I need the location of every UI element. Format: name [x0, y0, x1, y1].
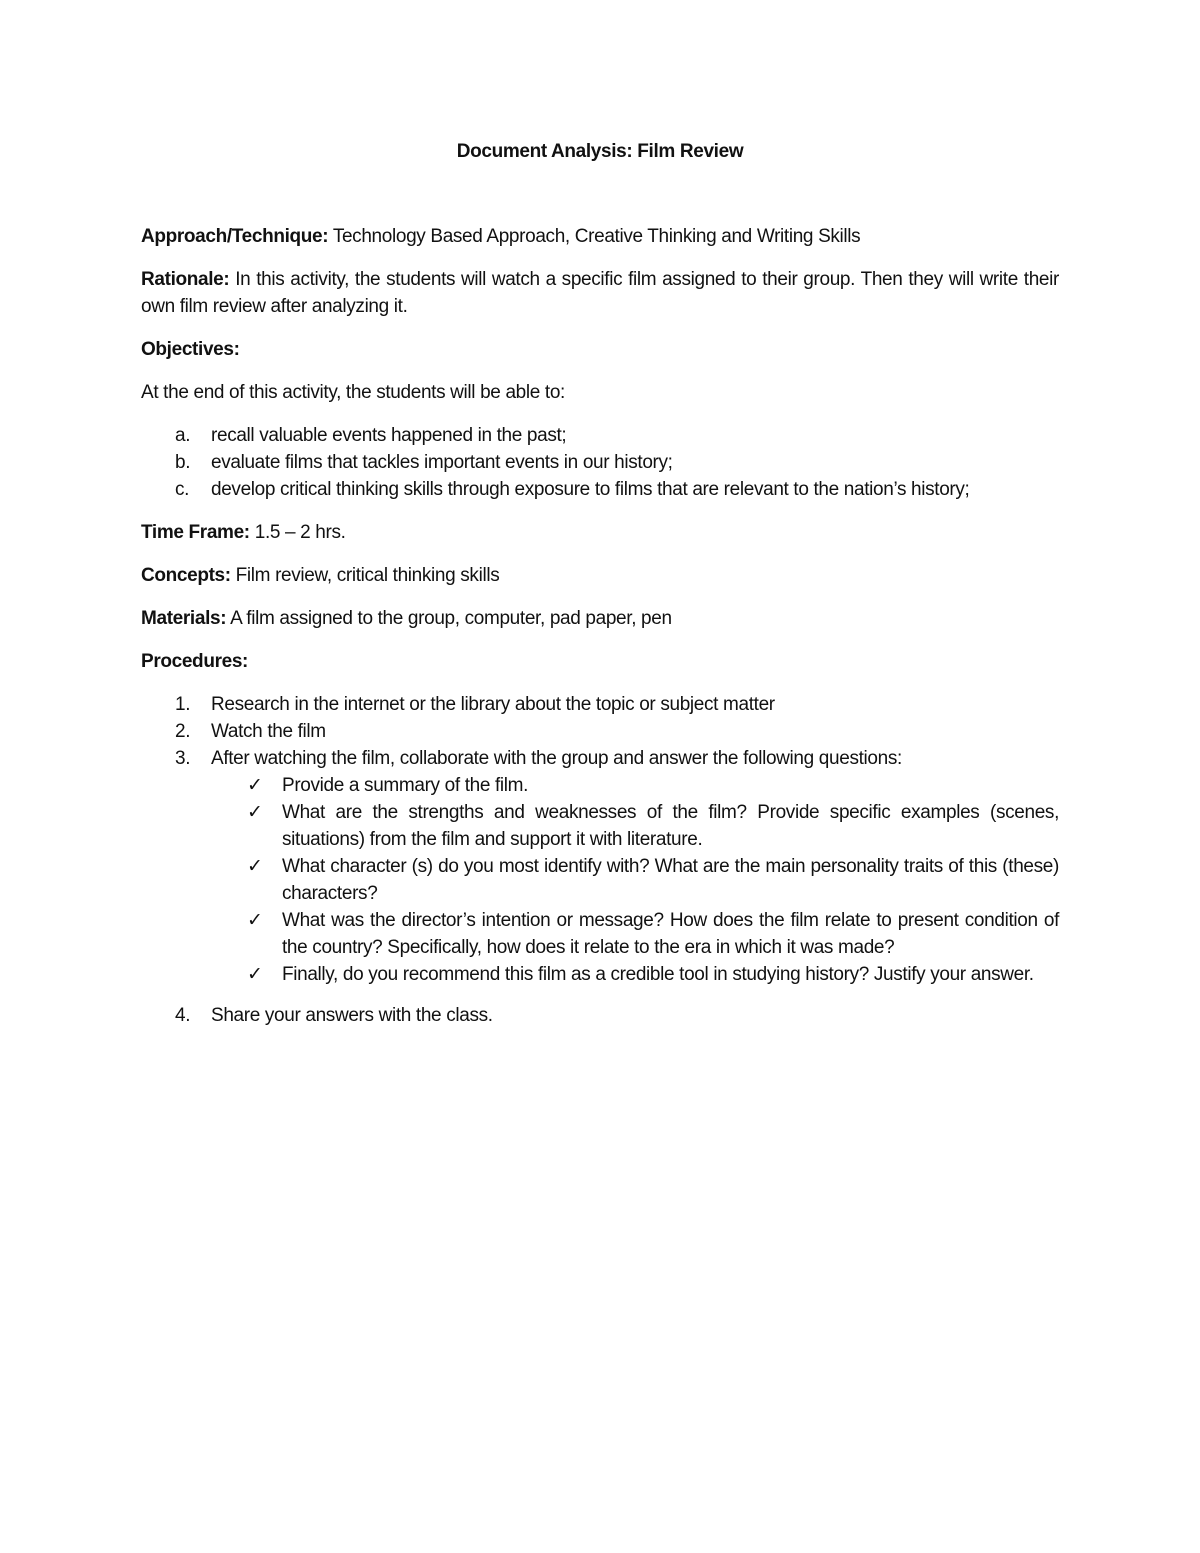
rationale-text: In this activity, the students will watch a specific film assigned to their group. Then they will write their own film review after analyzing it.: [141, 269, 1059, 317]
materials-section: [141, 605, 1059, 632]
time-frame-label: Time Frame:: [141, 522, 250, 543]
question-item: [211, 772, 1059, 799]
list-item-text: Share your answers with the class.: [211, 1005, 493, 1026]
check-mark-icon: ✓: [247, 910, 263, 931]
document-title: Document Analysis: Film Review: [456, 141, 744, 162]
approach-section: [141, 223, 1059, 250]
materials-text: A film assigned to the group, computer, pad paper, pen: [226, 608, 672, 629]
list-item-text: After watching the film, collaborate with the group and answer the following questions:: [211, 748, 902, 769]
list-marker: 3.: [175, 748, 191, 769]
document-page: [141, 138, 1059, 1045]
concepts-label: Concepts:: [141, 565, 231, 586]
list-item: [141, 1002, 1059, 1029]
list-marker: b.: [175, 452, 191, 473]
concepts-text: Film review, critical thinking skills: [230, 565, 500, 586]
approach-text: Technology Based Approach, Creative Thinking and Writing Skills: [328, 226, 861, 247]
list-item: [141, 422, 1059, 449]
procedures-heading: Procedures:: [141, 651, 249, 672]
list-item-text: recall valuable events happened in the past;: [211, 425, 567, 446]
list-item: [141, 449, 1059, 476]
approach-label: Approach/Technique:: [141, 226, 329, 247]
question-text: Finally, do you recommend this film as a credible tool in studying history? Justify your answer.: [282, 964, 1034, 985]
check-mark-icon: ✓: [247, 964, 263, 985]
question-item: [211, 907, 1059, 961]
list-marker: 1.: [175, 694, 191, 715]
questions-list: [211, 772, 1059, 988]
list-item-text: evaluate films that tackles important events in our history;: [211, 452, 673, 473]
list-item: [141, 745, 1059, 988]
question-item: [211, 799, 1059, 853]
check-mark-icon: ✓: [247, 802, 263, 823]
list-item: [141, 718, 1059, 745]
list-marker: c.: [175, 479, 190, 500]
objectives-list: [141, 422, 1059, 503]
list-marker: a.: [175, 425, 191, 446]
question-text: Provide a summary of the film.: [282, 775, 529, 796]
objectives-heading: Objectives:: [141, 339, 240, 360]
objectives-intro: At the end of this activity, the students will be able to:: [141, 382, 565, 403]
list-item: [141, 476, 1059, 503]
question-text: What was the director’s intention or message? How does the film relate to present condition of the country? Specifically, how does it relate to the era in which it was made?: [282, 910, 1059, 958]
time-frame-section: [141, 519, 1059, 546]
question-item: [211, 961, 1059, 988]
question-item: [211, 853, 1059, 907]
list-marker: 4.: [175, 1005, 191, 1026]
list-item-text: Watch the film: [211, 721, 326, 742]
concepts-section: [141, 562, 1059, 589]
check-mark-icon: ✓: [247, 775, 263, 796]
materials-label: Materials:: [141, 608, 227, 629]
rationale-section: [141, 266, 1059, 320]
check-mark-icon: ✓: [247, 856, 263, 877]
question-text: What are the strengths and weaknesses of the film? Provide specific examples (scenes, situations) from the film and support it with literature.: [282, 802, 1059, 850]
list-item-text: develop critical thinking skills through exposure to films that are relevant to the nation’s history;: [211, 479, 970, 500]
list-item: [141, 691, 1059, 718]
list-marker: 2.: [175, 721, 191, 742]
list-item-text: Research in the internet or the library about the topic or subject matter: [211, 694, 775, 715]
time-frame-text: 1.5 – 2 hrs.: [249, 522, 346, 543]
procedures-list: [141, 691, 1059, 1029]
rationale-label: Rationale:: [141, 269, 230, 290]
question-text: What character (s) do you most identify with? What are the main personality traits of this (these) characters?: [282, 856, 1059, 904]
